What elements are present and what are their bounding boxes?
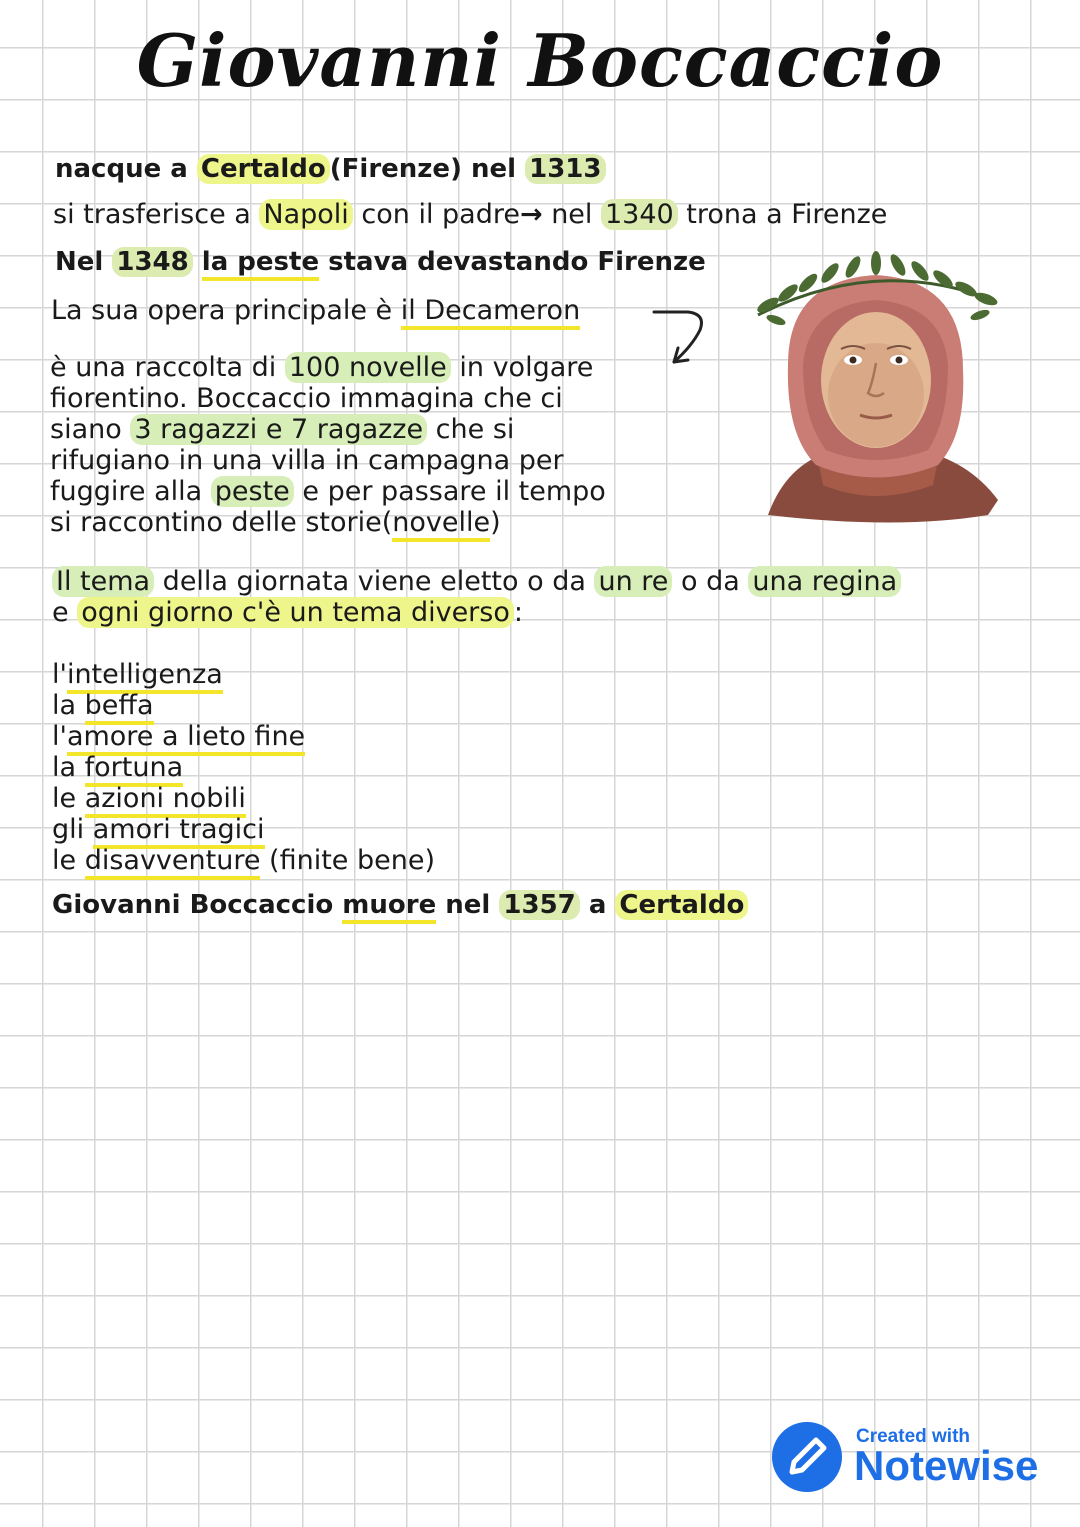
- theme-item: gli amori tragici: [52, 814, 265, 845]
- highlight-una-regina: una regina: [748, 566, 901, 597]
- theme-item: le azioni nobili: [52, 783, 246, 814]
- highlight-napoli: Napoli: [259, 199, 352, 230]
- logo-notewise: Notewise: [854, 1442, 1039, 1489]
- theme-item: le disavventure (finite bene): [52, 845, 435, 876]
- highlight-certaldo-2: Certaldo: [615, 890, 748, 920]
- highlight-certaldo: Certaldo: [197, 154, 330, 184]
- underline-novelle: novelle: [392, 507, 490, 542]
- highlight-1340: 1340: [601, 199, 678, 230]
- highlight-1348: 1348: [112, 247, 192, 277]
- page-title: Giovanni Boccaccio: [136, 18, 944, 103]
- plague-line: Nel 1348 la peste stava devastando Firenze: [55, 247, 706, 278]
- theme-item: la beffa: [52, 690, 154, 721]
- birth-line: nacque a Certaldo (Firenze) nel 1313: [55, 154, 606, 185]
- underline-muore: muore: [342, 890, 436, 924]
- underline-peste: la peste: [202, 247, 319, 281]
- curved-arrow-icon: [648, 300, 718, 372]
- death-line: Giovanni Boccaccio muore nel 1357 a Certaldo: [52, 890, 748, 921]
- theme-item: la fortuna: [52, 752, 183, 783]
- underline-decameron: il Decameron: [401, 295, 580, 330]
- description-line-5: fuggire alla peste e per passare il tempo: [50, 476, 606, 507]
- description-line-6: si raccontino delle storie(novelle): [50, 507, 501, 538]
- highlight-ragazzi: 3 ragazzi e 7 ragazze: [130, 414, 427, 445]
- highlight-peste: peste: [211, 476, 294, 507]
- pen-icon: [772, 1422, 842, 1492]
- highlight-1313: 1313: [525, 154, 605, 184]
- move-line: si trasferisce a Napoli con il padre→ nel 1340 trona a Firenze: [53, 199, 888, 230]
- notewise-circle: [772, 1422, 842, 1492]
- description-line-1: è una raccolta di 100 novelle in volgare: [50, 352, 594, 383]
- boccaccio-portrait: [748, 245, 1004, 535]
- description-line-3: siano 3 ragazzi e 7 ragazze che si: [50, 414, 515, 445]
- highlight-1357: 1357: [499, 890, 579, 920]
- tema-line-1: Il tema della giornata viene eletto o da un re o da una regina: [52, 566, 901, 597]
- highlight-100-novelle: 100 novelle: [285, 352, 451, 383]
- theme-item: l'intelligenza: [52, 659, 223, 690]
- description-line-4: rifugiano in una villa in campagna per: [50, 445, 564, 476]
- theme-item: l'amore a lieto fine: [52, 721, 305, 752]
- logo-created-with: Created with: [856, 1426, 971, 1447]
- highlight-ogni-giorno: ogni giorno c'è un tema diverso: [77, 597, 514, 628]
- arrow-icon: →: [519, 199, 543, 230]
- highlight-un-re: un re: [594, 566, 672, 597]
- opera-line: La sua opera principale è il Decameron: [51, 295, 580, 326]
- description-line-2: fiorentino. Boccaccio immagina che ci: [50, 383, 563, 414]
- highlight-il-tema: Il tema: [52, 566, 154, 597]
- notewise-logo: [772, 1420, 1052, 1495]
- tema-line-2: e ogni giorno c'è un tema diverso :: [52, 597, 523, 628]
